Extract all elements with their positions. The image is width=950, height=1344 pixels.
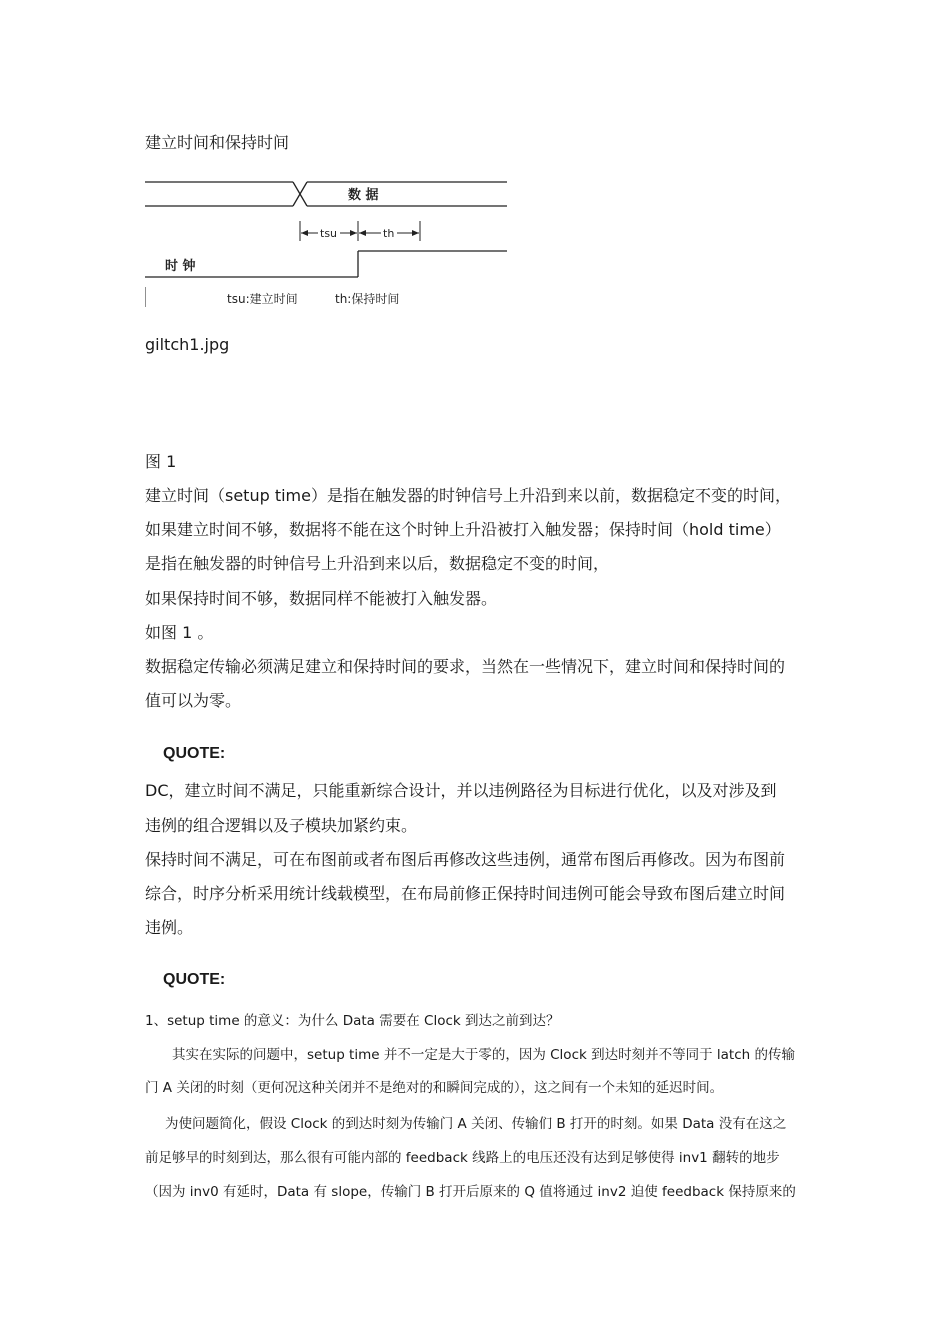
text-line: （因为 inv0 有延时，Data 有 slope，传输门 B 打开后原来的 Q 值将通过 inv2 迫使 feedback 保持原来的 [145,1184,796,1200]
th-caption: th:保持时间 [335,292,400,306]
text-line: 综合，时序分析采用统计线载模型，在布局前修正保持时间违例可能会导致布图后建立时间 [145,884,786,903]
text-line: 数据稳定传输必须满足建立和保持时间的要求，当然在一些情况下，建立时间和保持时间的 [145,657,786,676]
text-line: 前足够早的时刻到达，那么很有可能内部的 feedback 线路上的电压还没有达到足够使得 inv1 翻转的地步 [145,1150,780,1166]
text-line: 违例。 [145,918,194,937]
page-title: 建立时间和保持时间 [145,133,290,152]
text-line: 门 A 关闭的时刻（更何况这种关闭并不是绝对的和瞬间完成的），这之间有一个未知的延迟时间。 [145,1080,724,1096]
figure-caption: 图 1 [145,452,177,471]
quote-label: QUOTE: [163,971,226,988]
th-arrowhead-right-icon [412,230,419,236]
image-filename: giltch1.jpg [145,335,230,354]
text-line: 1、setup time 的意义：为什么 Data 需要在 Clock 到达之前到达？ [145,1013,560,1029]
text-line: 如果建立时间不够，数据将不能在这个时钟上升沿被打入触发器；保持时间（hold time） [145,520,781,539]
text-line: 保持时间不满足，可在布图前或者布图后再修改这些违例，通常布图后再修改。因为布图前 [145,850,786,869]
text-line: 建立时间（setup time）是指在触发器的时钟信号上升沿到来以前，数据稳定不变的时间， [145,486,791,505]
clock-label: 时 钟 [165,259,196,274]
tsu-arrowhead-right-icon [350,230,357,236]
quote-label: QUOTE: [163,745,226,762]
text-line: 其实在实际的问题中，setup time 并不一定是大于零的，因为 Clock 到达时刻并不等同于 latch 的传输 [172,1047,795,1063]
text-line: 如果保持时间不够，数据同样不能被打入触发器。 [145,589,498,608]
timing-diagram [145,177,507,307]
tsu-caption: tsu:建立时间 [227,292,298,306]
tsu-arrowhead-left-icon [301,230,308,236]
th-arrowhead-left-icon [359,230,366,236]
text-line: 为使问题简化，假设 Clock 的到达时刻为传输门 A 关闭、传输们 B 打开的时刻。如果 Data 没有在这之 [165,1116,787,1132]
th-marker-label: th [383,227,395,240]
tsu-marker-label: tsu [320,227,338,240]
text-line: 值可以为零。 [145,691,242,710]
text-line: 如图 1 。 [145,623,214,642]
timing-diagram-svg [145,177,507,307]
text-line: 是指在触发器的时钟信号上升沿到来以后，数据稳定不变的时间， [145,554,610,573]
text-line: 违例的组合逻辑以及子模块加紧约束。 [145,816,418,835]
data-label: 数 据 [348,188,379,203]
text-line: DC，建立时间不满足，只能重新综合设计，并以违例路径为目标进行优化，以及对涉及到 [145,781,777,800]
